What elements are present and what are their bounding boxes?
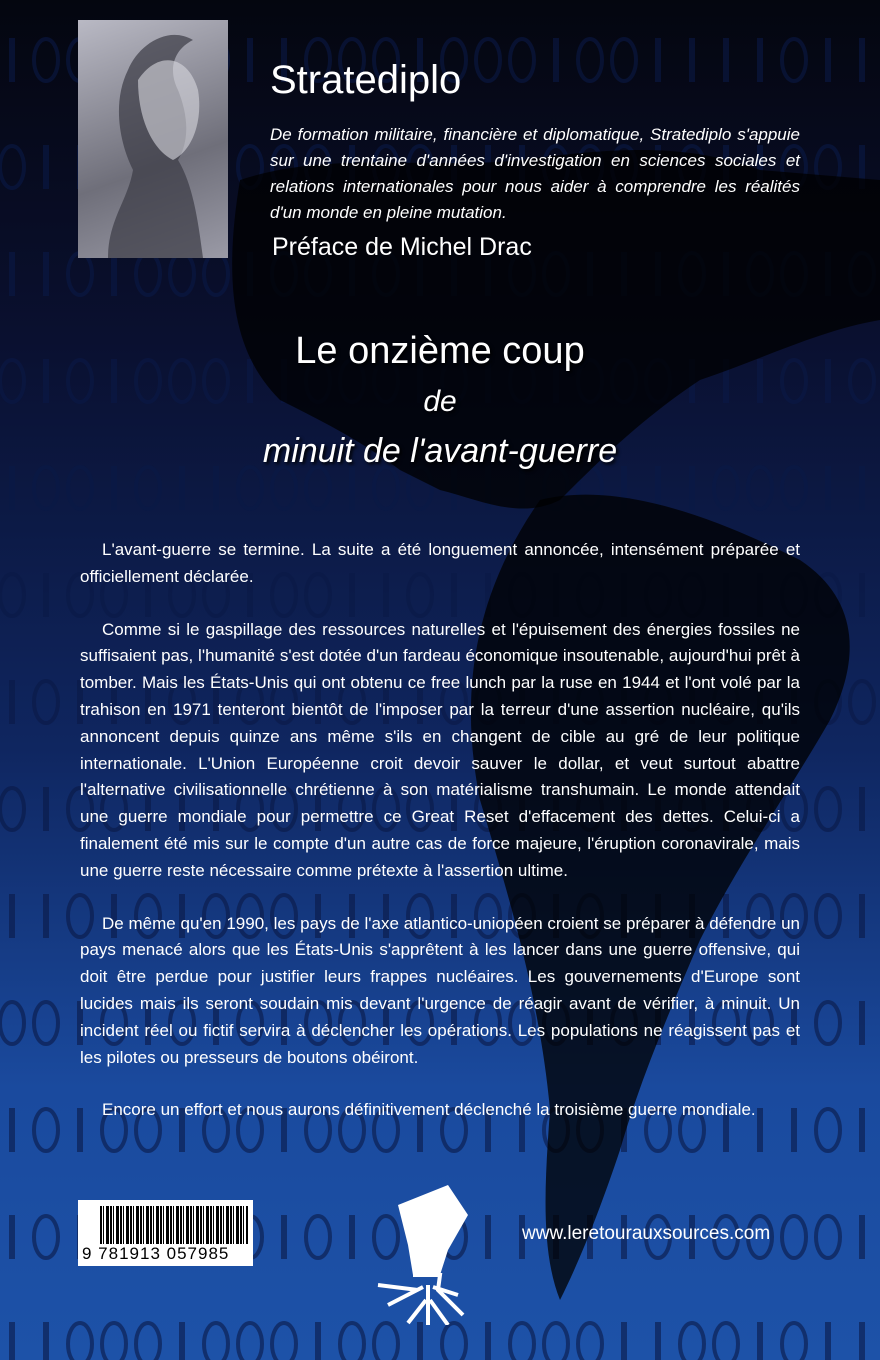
author-bio: De formation militaire, financière et diplomatique, Stratediplo s'appuie sur une trentaine d'années d'investigation en sciences sociales et relations internationales pour nous aider à comprendre les réalités d'un monde en pleine mutation. (270, 125, 800, 222)
isbn-barcode (78, 1200, 253, 1266)
publisher-logo-fist-roots-icon (368, 1175, 483, 1325)
blurb-paragraph: Encore un effort et nous aurons définitivement déclenché la troisième guerre mondiale. (102, 1100, 756, 1120)
book-title-line1: Le onzième coup (295, 330, 585, 372)
blurb-paragraph: Comme si le gaspillage des ressources naturelles et l'épuisement des énergies fossiles ne suffisaient pas, l'humanité s'est dotée d'un fardeau économique insoutenable, aujourd'hui prêt à tomber. Mais les États-Unis qui ont obtenu ce free lunch par la ruse en 1944 et l'ont volé par la trahison en 1971 tenteront bientôt de l'imposer par la terreur d'une assertion nucléaire, qu'ils annoncent depuis quinze ans même s'ils en changent de cible au gré de leur politique internationale. L'Union Européenne croit devoir sauver le dollar, et veut surtout abattre l'alternative civilisationnelle chrétienne à son matérialisme transhumain. Le monde attendait une guerre mondiale pour permettre ce Great Reset d'effacement des dettes. Celui-ci a finalement été mis sur le compte d'un autre cas de force majeure, l'éruption coronavirale, mais une guerre reste nécessaire comme prétexte à l'assertion ultime. (80, 619, 800, 880)
isbn-number: 9 781913 057985 (82, 1244, 230, 1263)
book-title-line2: de (423, 385, 457, 418)
author-portrait (78, 20, 228, 258)
blurb-paragraph: L'avant-guerre se termine. La suite a été longuement annoncée, intensément préparée et officiellement déclarée. (80, 540, 800, 586)
book-title-line3: minuit de l'avant-guerre (262, 432, 618, 470)
blurb (80, 537, 800, 1150)
preface-credit: Préface de Michel Drac (272, 233, 532, 261)
author-name: Stratediplo (270, 58, 462, 102)
barcode-bars (100, 1206, 248, 1244)
blurb-paragraph: De même qu'en 1990, les pays de l'axe atlantico-uniopéen croient se préparer à défendre un pays menacé alors que les États-Unis s'apprêtent à les lancer dans une guerre offensive, qui doit être perdue pour justifier leurs frappes nucléaires. Les gouvernements d'Europe sont lucides mais ils seront soudain mis devant l'urgence de réagir avant de vérifier, à minuit. Un incident réel ou fictif servira à déclencher les opérations. Les populations ne réagissent pas et les pilotes ou presseurs de boutons obéiront. (80, 913, 800, 1067)
publisher-website[interactable]: www.leretourauxsources.com (522, 1223, 771, 1244)
